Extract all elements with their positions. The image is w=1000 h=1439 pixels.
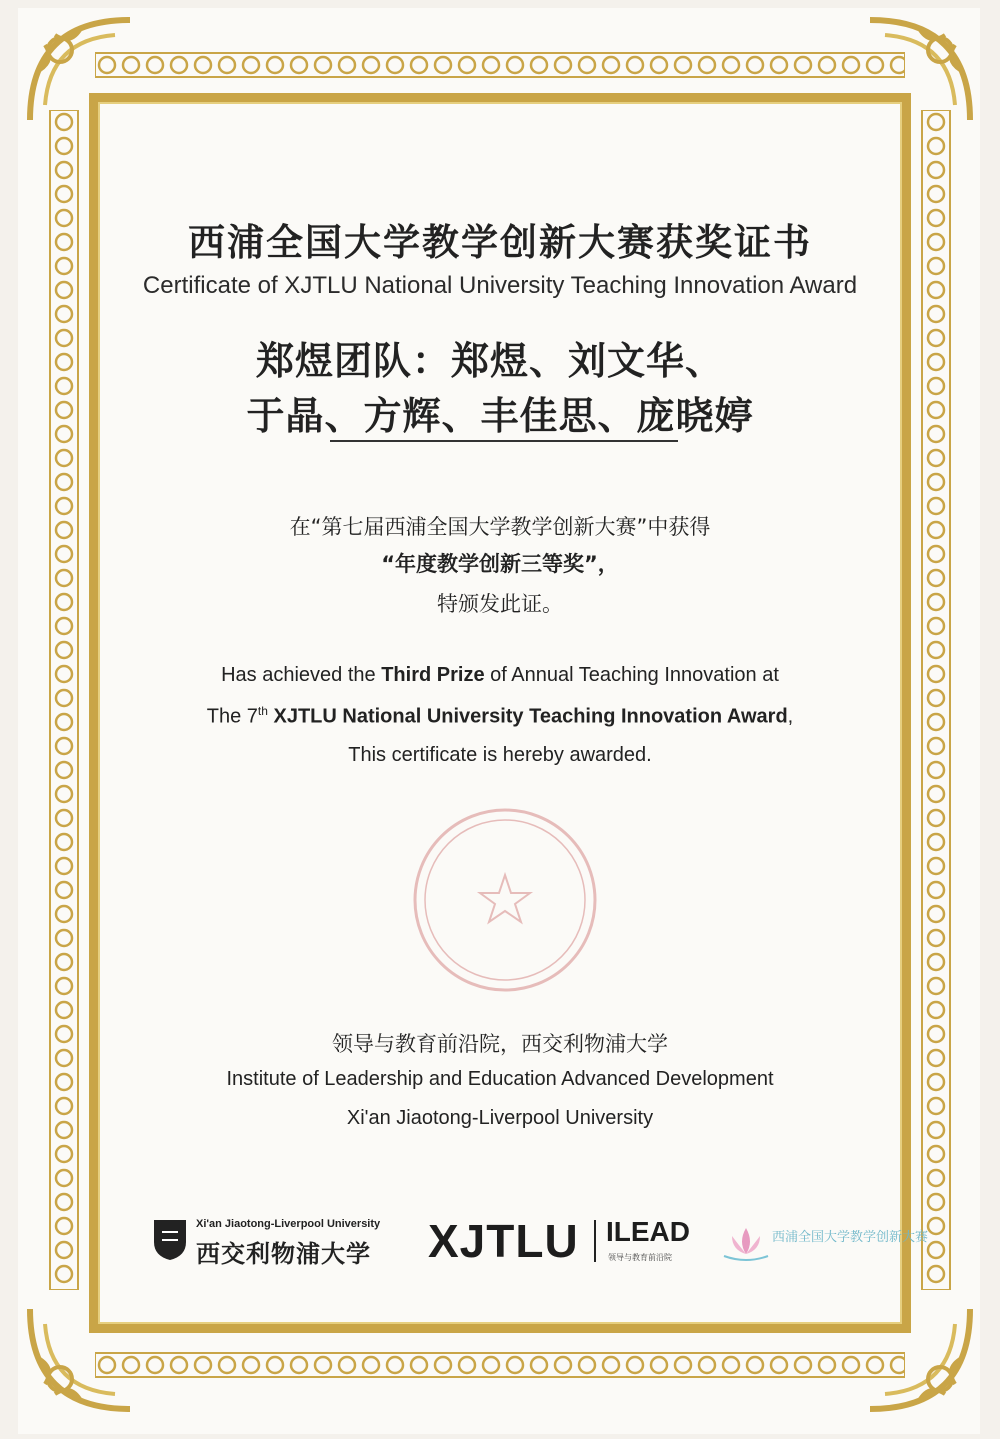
institute-name-zh: 领导与教育前沿院，西交利物浦大学 [332, 1032, 668, 1056]
award-text-en-1c: of Annual Teaching Innovation at [484, 664, 779, 686]
prize-name: Third Prize [381, 664, 485, 686]
university-name-en: Xi'an Jiaotong-Liverpool University [346, 1107, 654, 1129]
award-text-en-2c: , [787, 705, 794, 728]
team-names-line-2: 于晶、方辉、丰佳思、庞晓婷 [246, 394, 754, 438]
official-seal [410, 805, 600, 995]
logo-divider [594, 1220, 596, 1262]
university-shield-icon [152, 1218, 188, 1262]
ilead-logo-sub: 领导与教育前沿院 [608, 1253, 672, 1262]
award-text-en-2 [0, 704, 1000, 729]
names-underline [330, 440, 678, 442]
certificate-title-zh: 西浦全国大学教学创新大赛获奖证书 [188, 221, 812, 264]
institute-name-en: Institute of Leadership and Education Advanced Development [226, 1068, 774, 1090]
team-names-line-1: 郑煜团队：郑煜、刘文华、 [255, 339, 724, 383]
ilead-logo: ILEAD [606, 1216, 690, 1247]
ordinal-suffix: th [257, 704, 268, 718]
xjtlu-logo: XJTLU [428, 1215, 579, 1267]
certificate-title-en: Certificate of XJTLU National University Teaching Innovation Award [142, 272, 858, 299]
award-text-en-3: This certificate is hereby awarded. [348, 744, 652, 766]
award-text-en-1a: Has achieved the [221, 664, 382, 686]
university-logo-zh: 西交利物浦大学 [196, 1239, 371, 1268]
award-text-zh-2: “年度教学创新三等奖”， [381, 552, 619, 576]
university-logo-en: Xi'an Jiaotong-Liverpool University [196, 1218, 381, 1230]
lotus-logo-icon [718, 1220, 774, 1264]
award-name: XJTLU National University Teaching Innovation Award [267, 705, 788, 728]
award-text-en-1 [0, 664, 1000, 687]
award-text-zh-1: 在“第七届西浦全国大学教学创新大赛”中获得 [289, 515, 711, 539]
logo-bar [0, 1208, 1000, 1278]
award-text-en-2a: The 7 [206, 705, 258, 728]
award-text-zh-3: 特颁发此证。 [437, 592, 563, 616]
lotus-logo-text: 西浦全国大学教学创新大赛 [772, 1230, 929, 1245]
